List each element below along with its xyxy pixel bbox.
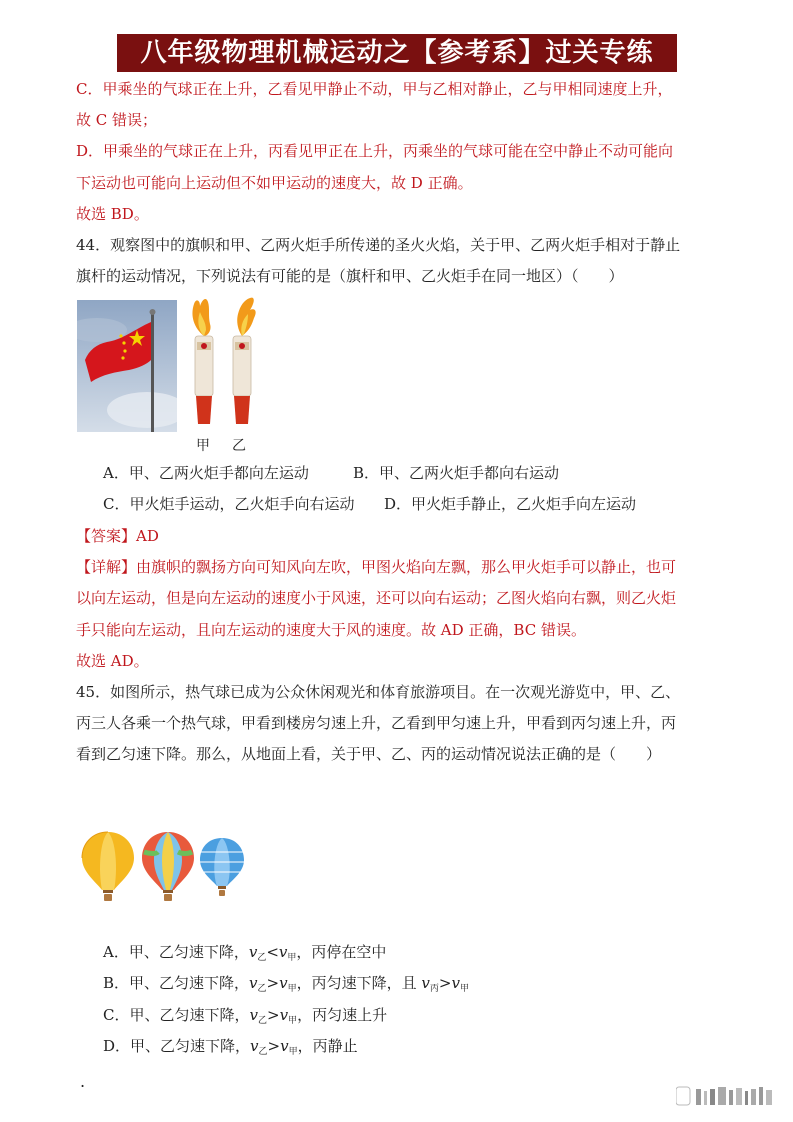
solution-c-line-2: 故 C 错误；	[76, 111, 158, 129]
q44-explain-line-1	[76, 557, 676, 577]
explain-tag: 【详解】	[76, 558, 137, 576]
torch-label-yi: 乙	[232, 438, 246, 454]
torch-jia-image	[184, 296, 224, 434]
page-title: 八年级物理机械运动之【参考系】过关专练	[117, 34, 677, 72]
balloon-yellow-icon	[82, 832, 134, 901]
q44-stem-line-1: 44．观察图中的旗帜和甲、乙两火炬手所传递的圣火火焰，关于甲、乙两火炬手相对于静止	[76, 236, 681, 254]
solution-choose: 故选 BD。	[76, 205, 149, 223]
q45-stem-line-1: 45．如图所示，热气球已成为公众休闲观光和体育旅游项目。在一次观光游览中，甲、乙、	[76, 683, 681, 701]
solution-c-line-1: C．甲乘坐的气球正在上升，乙看见甲静止不动，甲与乙相对静止，乙与甲相同速度上升，	[76, 80, 673, 98]
q44-stem-line-2: 旗杆的运动情况，下列说法有可能的是（旗杆和甲、乙火炬手在同一地区）（ ）	[76, 267, 624, 285]
solution-d-line-1: D．甲乘坐的气球正在上升，丙看见甲正在上升，丙乘坐的气球可能在空中静止不动可能向	[76, 142, 674, 160]
q45-stem-line-3: 看到乙匀速下降。那么，从地面上看，关于甲、乙、丙的运动情况说法正确的是（ ）	[76, 745, 662, 763]
answer-value: AD	[136, 527, 159, 545]
solution-d-line-2: 下运动也可能向上运动但不如甲运动的速度大，故 D 正确。	[76, 174, 473, 192]
torch-label-jia: 甲	[196, 438, 210, 454]
watermark-icon	[676, 1085, 776, 1107]
q45-option-d: D．甲、乙匀速下降，$v_乙>v_甲$，丙静止	[103, 1037, 358, 1057]
balloon-blue-icon	[200, 838, 244, 896]
q45-option-a: A．甲、乙匀速下降，$v_乙<v_甲$，丙停在空中	[103, 943, 387, 963]
footer-dot: .	[80, 1072, 86, 1091]
q44-option-a: A．甲、乙两火炬手都向左运动	[103, 464, 309, 482]
balloon-striped-icon	[142, 832, 194, 901]
q44-option-d: D．甲火炬手静止，乙火炬手向左运动	[384, 495, 637, 513]
q45-stem-line-2: 丙三人各乘一个热气球，甲看到楼房匀速上升，乙看到甲匀速上升，甲看到丙匀速上升，丙	[76, 714, 677, 732]
hot-air-balloons-image	[80, 830, 250, 905]
q45-option-b: B．甲、乙匀速下降，$v_乙>v_甲$，丙匀速下降，且 $v_丙>v_甲$	[103, 974, 469, 994]
q44-choose: 故选 AD。	[76, 652, 149, 670]
answer-tag: 【答案】	[76, 527, 137, 545]
q45-option-c: C．甲、乙匀速下降，$v_乙>v_甲$，丙匀速上升	[103, 1006, 388, 1026]
q44-explain-line-3: 手只能向左运动，且向左运动的速度大于风的速度。故 AD 正确，BC 错误。	[76, 621, 586, 639]
explain-text-1: 由旗帜的飘扬方向可知风向左吹，甲图火焰向左飘，那么甲火炬手可以静止，也可	[136, 558, 677, 576]
q44-answer	[76, 526, 159, 546]
q44-option-c: C．甲火炬手运动，乙火炬手向右运动	[103, 495, 355, 513]
torch-yi-image	[222, 296, 262, 434]
q44-explain-line-2: 以向左运动，但是向左运动的速度小于风速，还可以向右运动；乙图火焰向右飘，则乙火炬	[76, 589, 677, 607]
flag-image	[77, 300, 177, 432]
q44-option-b: B．甲、乙两火炬手都向右运动	[353, 464, 560, 482]
